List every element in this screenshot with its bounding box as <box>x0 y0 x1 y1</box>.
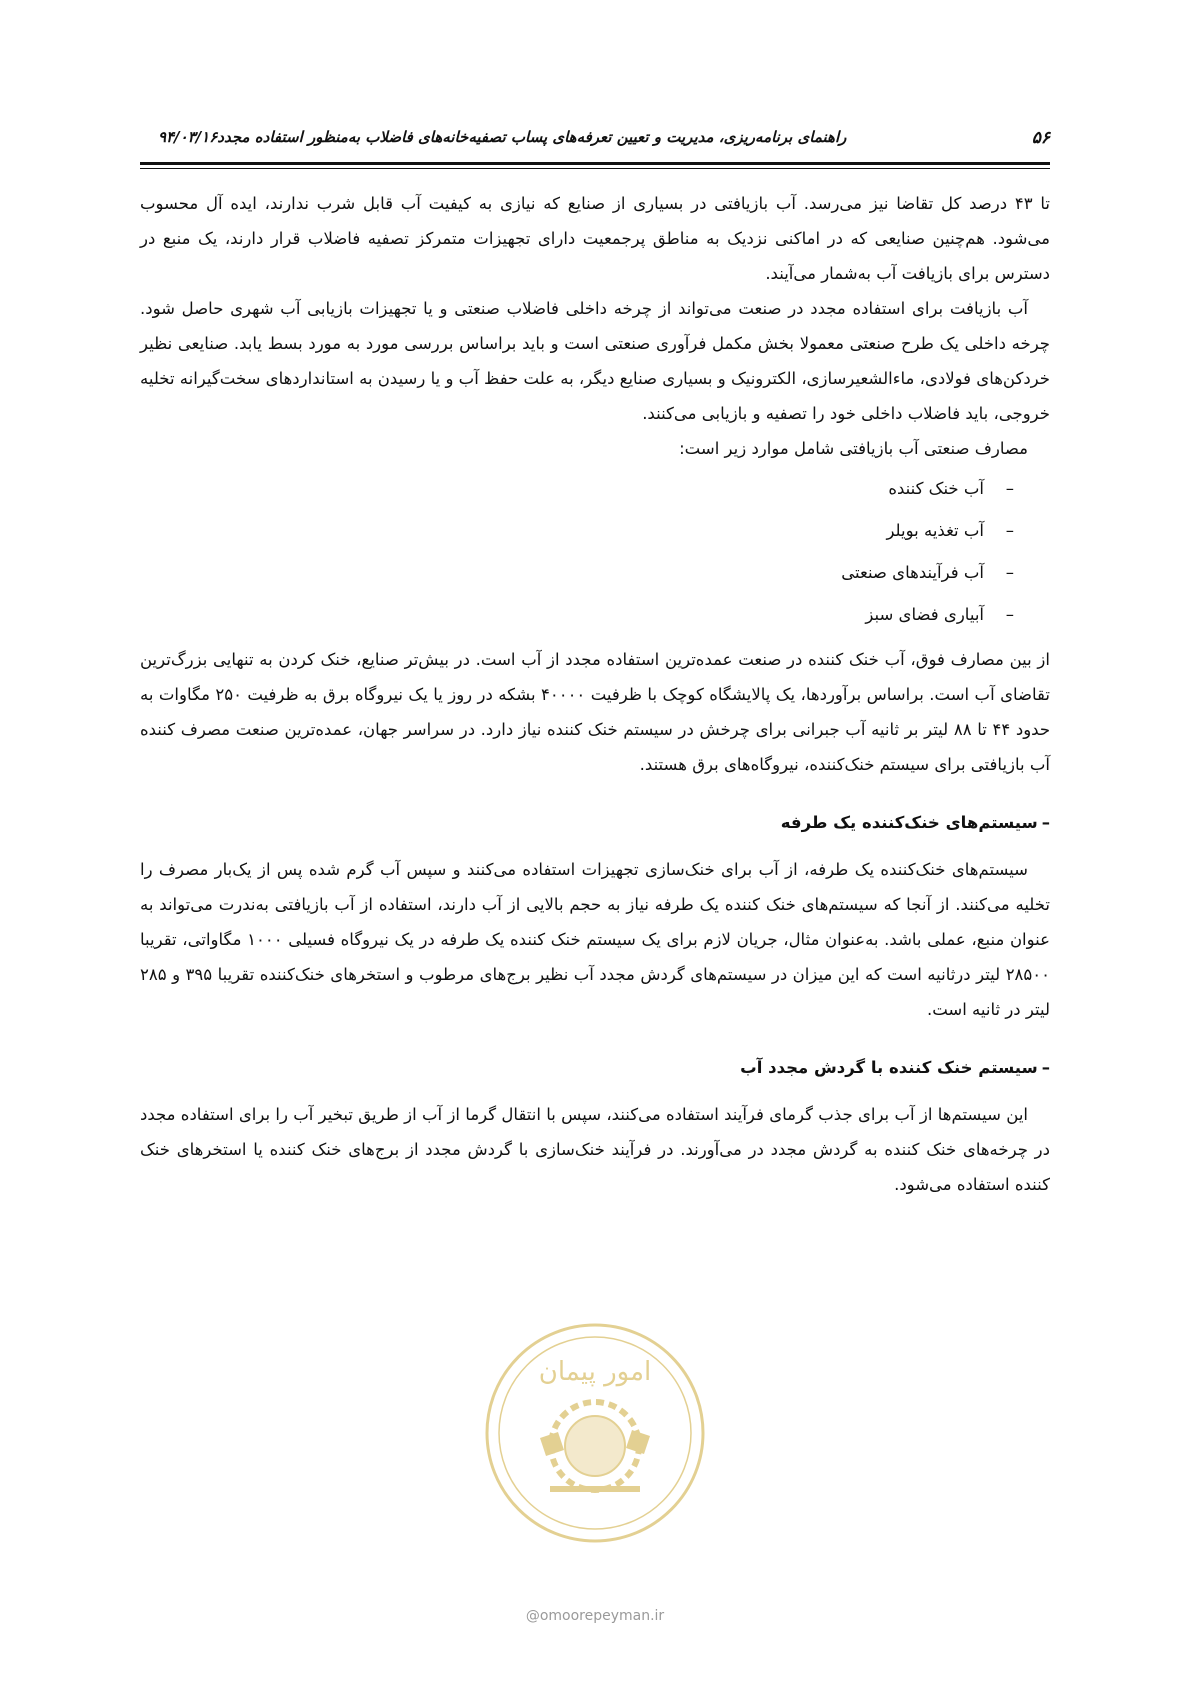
list-item: –آبیاری فضای سبز <box>140 594 1014 636</box>
watermark-url: @omoorepeyman.ir <box>525 1608 665 1624</box>
seal-text: امور پیمان <box>538 1357 652 1387</box>
header-date: ۹۴/۰۳/۱۶ <box>158 128 218 146</box>
section-heading-once-through: –سیستم‌های خنک‌کننده یک طرفه <box>780 813 1050 832</box>
paragraph: مصارف صنعتی آب بازیافتی شامل موارد زیر است: <box>679 439 1028 458</box>
paragraph: از بین مصارف فوق، آب خنک کننده در صنعت عمده‌ترین استفاده مجدد از آب است. در بیش‌تر صنایع، خنک کردن به تنهایی بزرگ‌ترین تقاضای آب است. براساس برآوردها، یک پالایشگاه کوچک با ظرفیت ۴۰۰۰۰ بشکه در روز یا یک نیروگاه برق به ظرفیت ۲۵۰ مگاوات به حدود ۴۴ تا ۸۸ لیتر بر ثانیه آب جبرانی برای چرخش در سیستم خنک کننده نیاز دارد. در سراسر جهان، عمده‌ترین صنعت مصرف کننده آب بازیافتی برای سیستم خنک‌کننده، نیروگاه‌های برق هستند. <box>140 650 1051 774</box>
paragraph: آب بازیافت برای استفاده مجدد در صنعت می‌تواند از چرخه داخلی فاضلاب صنعتی و یا تجهیزات بازیابی آب شهری حاصل شود. چرخه داخلی یک طرح صنعتی معمولا بخش مکمل فرآوری صنعتی است و باید براساس بررسی مورد به مورد بسط یابد. صنایعی نظیر خردکن‌های فولادی، ماءالشعیرسازی، الکترونیک و بسیاری صنایع دیگر، به علت حفظ آب و یا رسیدن به استانداردهای سخت‌گیرانه تخلیه خروجی، باید فاضلاب داخلی خود را تصفیه و بازیابی می‌کنند. <box>140 299 1050 423</box>
list-item: –آب فرآیندهای صنعتی <box>140 552 1014 594</box>
list-dash: – <box>1005 479 1014 498</box>
industrial-uses-list <box>140 468 1050 636</box>
paragraph: تا ۴۳ درصد کل تقاضا نیز می‌رسد. آب بازیافتی در بسیاری از صنایع که نیازی به کیفیت آب قابل شرب ندارند، ایده آل محسوب می‌شود. هم‌چنین صنایعی که در اماکنی نزدیک به مناطق پرجمعیت دارای تجهیزات متمرکز تصفیه فاضلاب قرار دارند، یک منبع در دسترس برای بازیافت آب به‌شمار می‌آیند. <box>140 194 1050 283</box>
heading-dash: – <box>1041 813 1050 832</box>
list-item: –آب خنک کننده <box>140 468 1014 510</box>
page-body <box>140 186 1050 1202</box>
page-number: ۵۶ <box>1031 128 1050 148</box>
header-rule-thin <box>140 168 1050 169</box>
list-item: –آب تغذیه بویلر <box>140 510 1014 552</box>
watermark-seal-icon <box>480 1318 710 1548</box>
paragraph: سیستم‌های خنک‌کننده یک طرفه، از آب برای خنک‌سازی تجهیزات استفاده می‌کنند و سپس آب گرم شده پس از یک‌بار مصرف را تخلیه می‌کنند. از آنجا که سیستم‌های خنک کننده یک طرفه نیاز به حجم بالایی از آب دارند، استفاده از آب بازیافتی به‌ندرت می‌تواند به عنوان منبع، عملی باشد. به‌عنوان مثال، جریان لازم برای یک سیستم خنک کننده یک طرفه در یک نیروگاه فسیلی ۱۰۰۰ مگاواتی، تقریبا ۲۸۵۰۰ لیتر درثانیه است که این میزان در سیستم‌های گردش مجدد آب نظیر برج‌های مرطوب و استخرهای خنک‌کننده تقریبا ۳۹۵ و ۲۸۵ لیتر در ثانیه است. <box>140 860 1050 1019</box>
list-dash: – <box>1005 563 1014 582</box>
header-rule-thick <box>140 162 1050 165</box>
running-title <box>140 128 846 146</box>
paragraph: این سیستم‌ها از آب برای جذب گرمای فرآیند استفاده می‌کنند، سپس با انتقال گرما از آب از طریق تبخیر آب را برای استفاده مجدد در چرخه‌های خنک کننده به گردش مجدد در می‌آورند. در فرآیند خنک‌سازی با گردش مجدد از برج‌های خنک کننده یا استخرهای خنک کننده استفاده می‌شود. <box>140 1105 1050 1194</box>
page-header <box>140 126 1050 156</box>
heading-dash: – <box>1041 1058 1050 1077</box>
section-heading-recirculating: –سیستم خنک کننده با گردش مجدد آب <box>740 1058 1050 1077</box>
list-dash: – <box>1005 605 1014 624</box>
list-dash: – <box>1005 521 1014 540</box>
header-title: راهنمای برنامه‌ریزی، مدیریت و تعیین تعرفه‌های پساب تصفیه‌خانه‌های فاضلاب به‌منظور استفاده مجدد <box>217 128 847 146</box>
